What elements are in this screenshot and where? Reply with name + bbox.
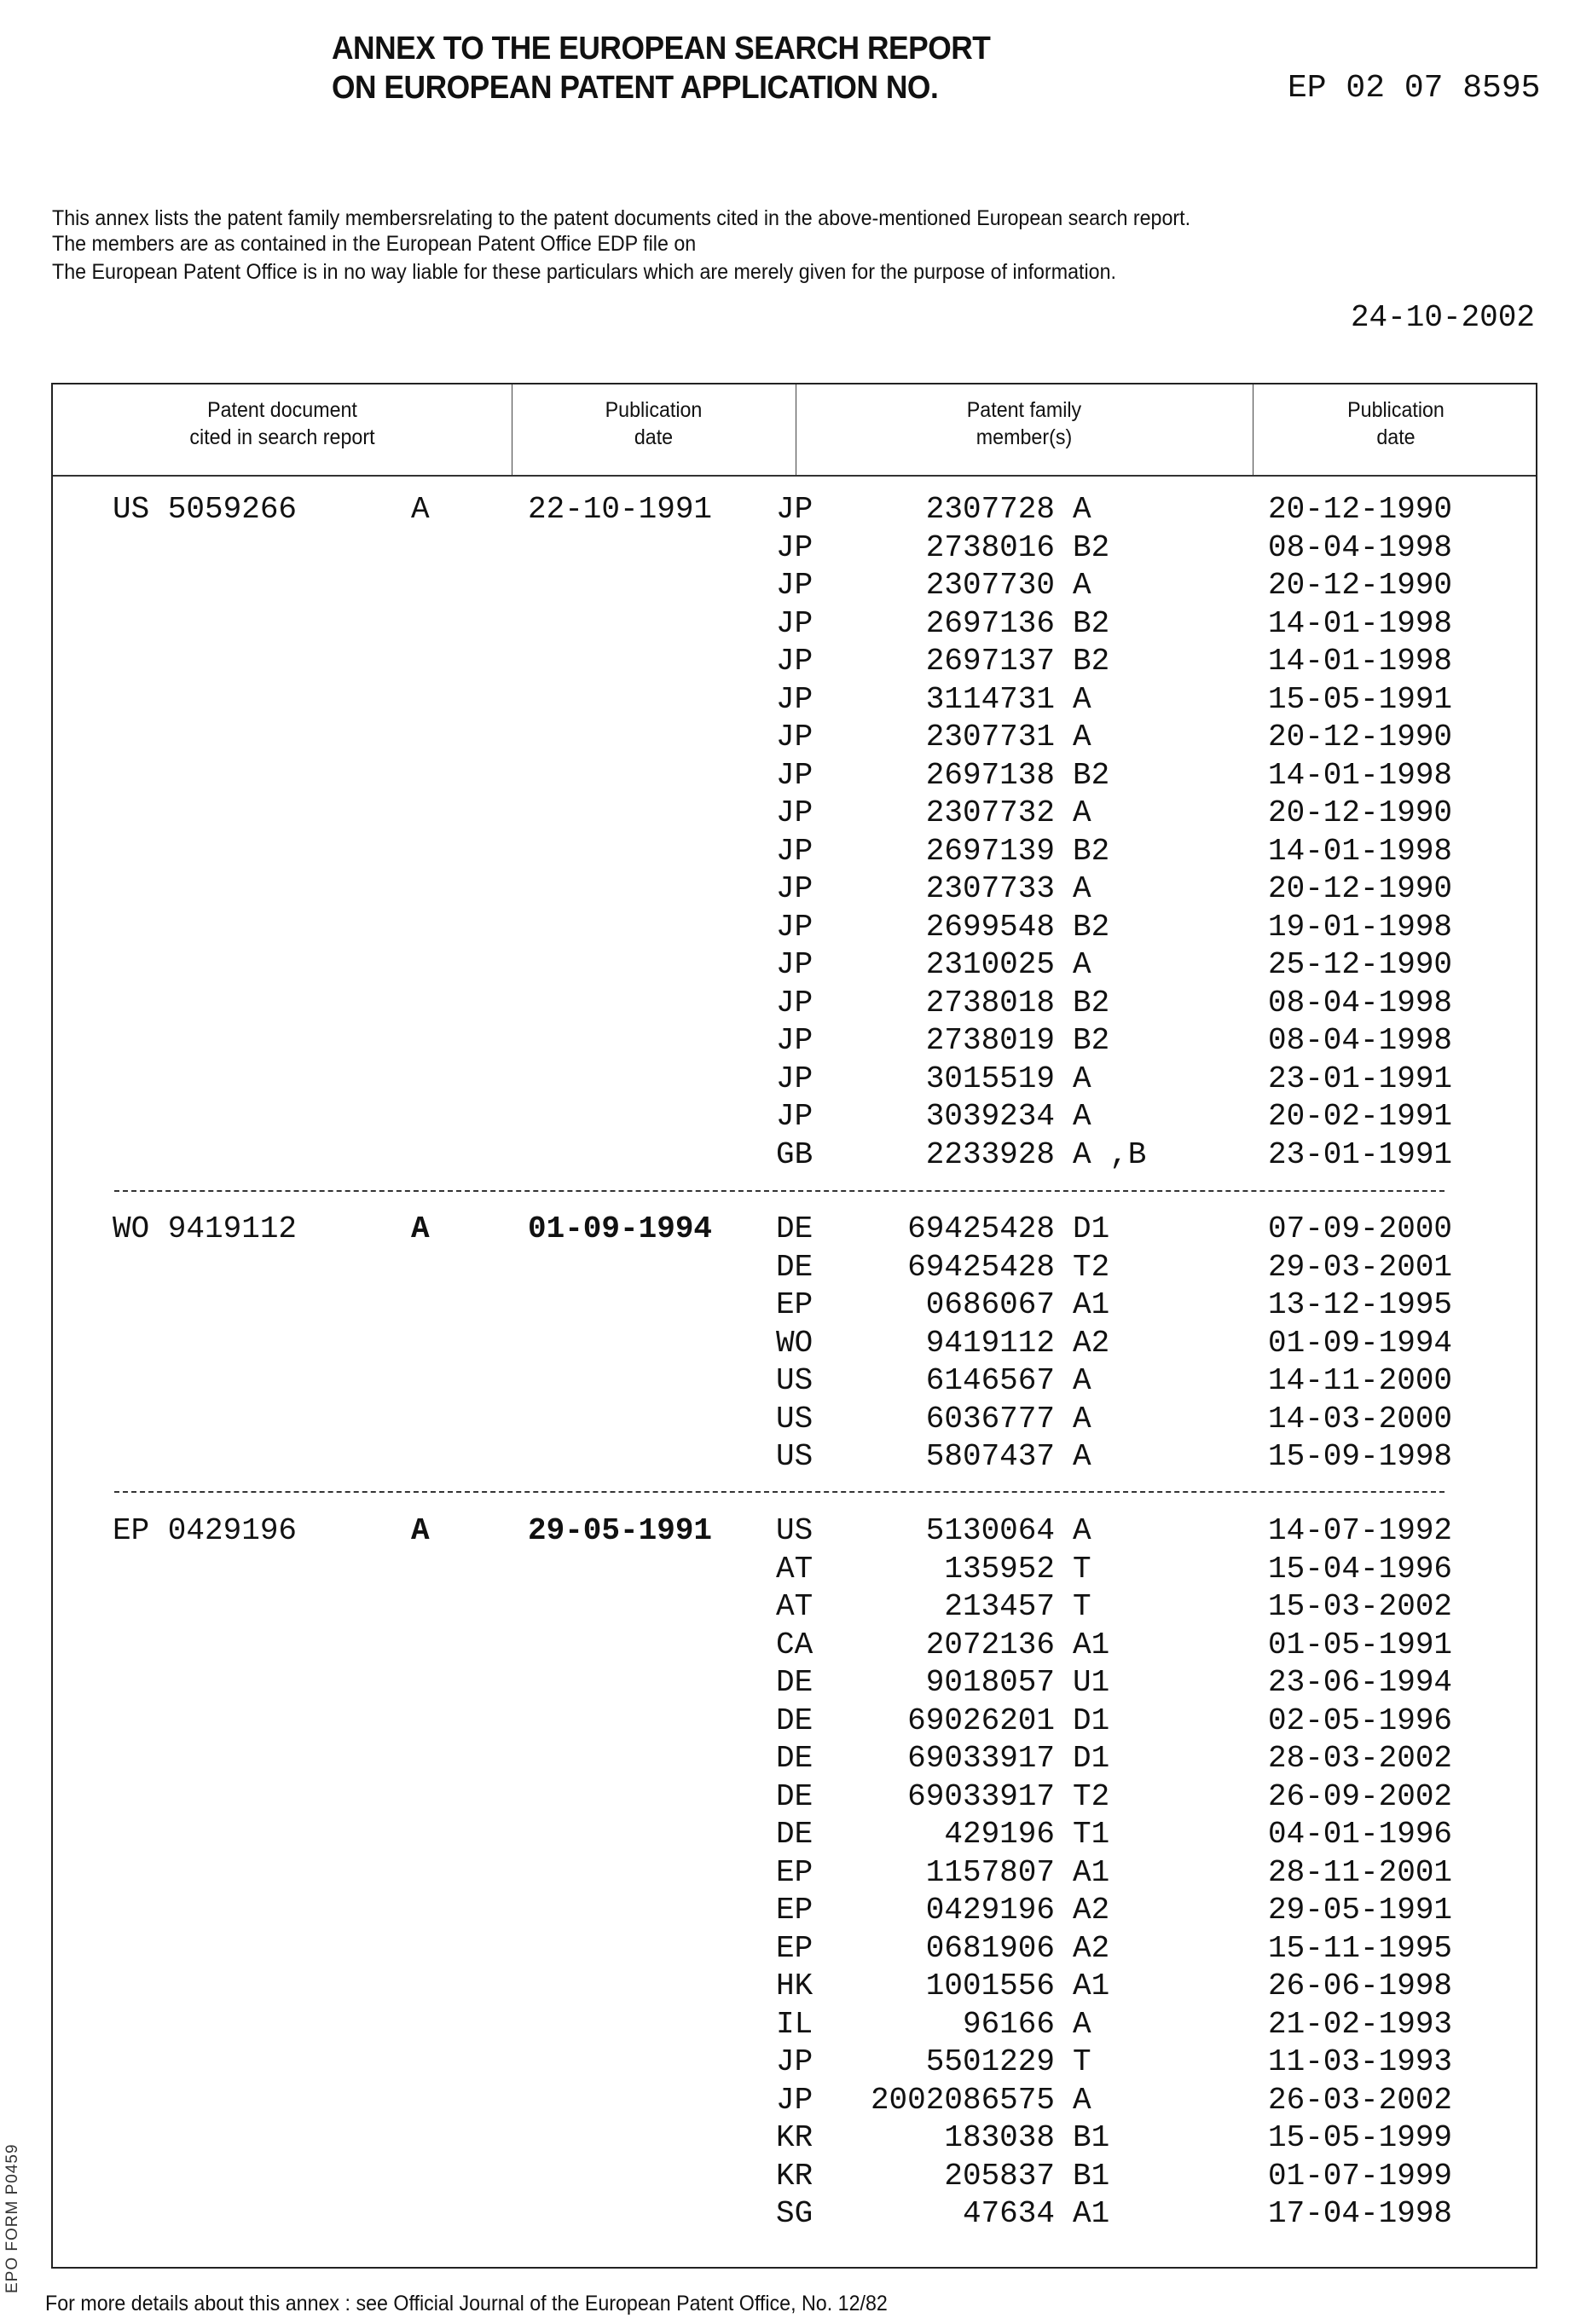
member-country: IL (776, 2006, 813, 2044)
patent-family-table (51, 383, 1537, 2269)
header-label: Publication date (1347, 398, 1445, 449)
header-member-publication-date (1263, 396, 1529, 451)
member-kind: T2 (1073, 1249, 1109, 1286)
member-number: 9018057 (765, 1664, 1055, 1702)
member-kind: A (1073, 2006, 1091, 2044)
member-publication-date: 01-09-1994 (1268, 1325, 1452, 1362)
member-publication-date: 21-02-1993 (1268, 2006, 1452, 2044)
member-publication-date: 20-12-1990 (1268, 719, 1452, 756)
member-kind: A (1073, 795, 1091, 832)
member-country: JP (776, 605, 813, 643)
member-country: JP (776, 643, 813, 680)
member-kind: B2 (1073, 529, 1109, 567)
member-number: 96166 (765, 2006, 1055, 2044)
member-country: JP (776, 946, 813, 984)
member-publication-date: 14-07-1992 (1268, 1512, 1452, 1550)
member-country: KR (776, 2158, 813, 2195)
member-number: 2697138 (765, 757, 1055, 795)
title-line-1: ANNEX TO THE EUROPEAN SEARCH REPORT (332, 31, 990, 67)
member-number: 2307731 (765, 719, 1055, 756)
intro-line-1: This annex lists the patent family membersrelating to the patent documents cited in the above-mentioned European search report. (52, 206, 1190, 231)
member-publication-date: 28-03-2002 (1268, 1740, 1452, 1778)
member-publication-date: 11-03-1993 (1268, 2044, 1452, 2081)
member-kind: B2 (1073, 757, 1109, 795)
member-kind: D1 (1073, 1211, 1109, 1248)
member-number: 2699548 (765, 909, 1055, 946)
cited-publication-date: 22-10-1991 (528, 491, 712, 529)
member-number: 1157807 (765, 1854, 1055, 1892)
member-country: US (776, 1512, 813, 1550)
member-kind: A (1073, 946, 1091, 984)
member-country: JP (776, 2082, 813, 2119)
member-country: KR (776, 2119, 813, 2157)
member-publication-date: 29-05-1991 (1268, 1892, 1452, 1929)
member-publication-date: 15-09-1998 (1268, 1438, 1452, 1476)
member-kind: A (1073, 1512, 1091, 1550)
member-country: JP (776, 529, 813, 567)
member-country: JP (776, 870, 813, 908)
member-number: 5501229 (765, 2044, 1055, 2081)
member-kind: B2 (1073, 643, 1109, 680)
member-kind: T (1073, 1588, 1091, 1626)
member-country: JP (776, 985, 813, 1022)
member-publication-date: 15-05-1991 (1268, 681, 1452, 719)
member-number: 213457 (765, 1588, 1055, 1626)
member-kind: A (1073, 870, 1091, 908)
member-publication-date: 14-01-1998 (1268, 833, 1452, 870)
member-number: 2310025 (765, 946, 1055, 984)
member-kind: T1 (1073, 1816, 1109, 1853)
member-kind: A ,B (1073, 1136, 1146, 1174)
member-publication-date: 07-09-2000 (1268, 1211, 1452, 1248)
member-publication-date: 15-03-2002 (1268, 1588, 1452, 1626)
member-number: 2738016 (765, 529, 1055, 567)
member-country: SG (776, 2195, 813, 2233)
member-publication-date: 25-12-1990 (1268, 946, 1452, 984)
cited-document-kind: A (411, 491, 430, 529)
member-publication-date: 14-11-2000 (1268, 1362, 1452, 1400)
member-kind: A2 (1073, 1930, 1109, 1968)
member-number: 5807437 (765, 1438, 1055, 1476)
member-publication-date: 01-05-1991 (1268, 1627, 1452, 1664)
member-number: 3114731 (765, 681, 1055, 719)
member-country: DE (776, 1664, 813, 1702)
member-number: 2233928 (765, 1136, 1055, 1174)
header-label: Patent document cited in search report (189, 398, 374, 449)
member-kind: A1 (1073, 1286, 1109, 1324)
member-number: 2697139 (765, 833, 1055, 870)
member-publication-date: 08-04-1998 (1268, 985, 1452, 1022)
member-country: AT (776, 1551, 813, 1588)
member-number: 0681906 (765, 1930, 1055, 1968)
member-number: 429196 (765, 1816, 1055, 1853)
cited-document-kind: A (411, 1211, 430, 1248)
member-country: HK (776, 1968, 813, 2005)
member-country: JP (776, 795, 813, 832)
member-number: 2697136 (765, 605, 1055, 643)
member-publication-date: 26-06-1998 (1268, 1968, 1452, 2005)
member-kind: A1 (1073, 1627, 1109, 1664)
header-divider (53, 475, 1536, 477)
header-publication-date (522, 396, 786, 451)
member-kind: A1 (1073, 1968, 1109, 2005)
member-kind: U1 (1073, 1664, 1109, 1702)
member-number: 69425428 (765, 1211, 1055, 1248)
member-publication-date: 20-02-1991 (1268, 1098, 1452, 1136)
member-country: US (776, 1362, 813, 1400)
member-kind: A1 (1073, 2195, 1109, 2233)
member-kind: B2 (1073, 1022, 1109, 1060)
member-number: 2307728 (765, 491, 1055, 529)
header-label: Patent family member(s) (967, 398, 1081, 449)
application-number: EP 02 07 8595 (1288, 70, 1540, 107)
form-label: EPO FORM P0459 (3, 2143, 22, 2293)
member-number: 3039234 (765, 1098, 1055, 1136)
member-country: EP (776, 1930, 813, 1968)
member-number: 5130064 (765, 1512, 1055, 1550)
member-kind: D1 (1073, 1703, 1109, 1740)
member-publication-date: 01-07-1999 (1268, 2158, 1452, 2195)
member-number: 135952 (765, 1551, 1055, 1588)
section-divider (114, 1190, 1445, 1192)
member-kind: A (1073, 719, 1091, 756)
member-kind: T (1073, 2044, 1091, 2081)
member-country: WO (776, 1325, 813, 1362)
member-number: 183038 (765, 2119, 1055, 2157)
member-country: EP (776, 1286, 813, 1324)
member-country: EP (776, 1854, 813, 1892)
member-number: 69026201 (765, 1703, 1055, 1740)
member-country: JP (776, 2044, 813, 2081)
member-kind: A (1073, 1438, 1091, 1476)
header-cited-document (69, 396, 495, 451)
member-country: US (776, 1401, 813, 1438)
member-number: 6146567 (765, 1362, 1055, 1400)
member-number: 2307733 (765, 870, 1055, 908)
member-publication-date: 20-12-1990 (1268, 567, 1452, 604)
member-publication-date: 26-03-2002 (1268, 2082, 1452, 2119)
member-number: 2307730 (765, 567, 1055, 604)
member-publication-date: 15-11-1995 (1268, 1930, 1452, 1968)
member-kind: A (1073, 1061, 1091, 1098)
member-country: AT (776, 1588, 813, 1626)
member-publication-date: 08-04-1998 (1268, 529, 1452, 567)
header-label: Publication date (605, 398, 703, 449)
member-number: 2072136 (765, 1627, 1055, 1664)
member-kind: A (1073, 567, 1091, 604)
member-kind: T (1073, 1551, 1091, 1588)
member-country: DE (776, 1211, 813, 1248)
member-kind: A (1073, 2082, 1091, 2119)
member-kind: A (1073, 1362, 1091, 1400)
member-publication-date: 23-06-1994 (1268, 1664, 1452, 1702)
member-publication-date: 14-01-1998 (1268, 643, 1452, 680)
header-family-members (812, 396, 1236, 451)
member-publication-date: 15-04-1996 (1268, 1551, 1452, 1588)
member-country: JP (776, 719, 813, 756)
member-country: DE (776, 1703, 813, 1740)
member-kind: A2 (1073, 1325, 1109, 1362)
member-kind: A (1073, 1098, 1091, 1136)
member-publication-date: 14-01-1998 (1268, 605, 1452, 643)
member-number: 47634 (765, 2195, 1055, 2233)
cited-publication-date: 29-05-1991 (528, 1512, 712, 1550)
member-publication-date: 02-05-1996 (1268, 1703, 1452, 1740)
member-kind: A (1073, 491, 1091, 529)
member-number: 2697137 (765, 643, 1055, 680)
member-number: 0429196 (765, 1892, 1055, 1929)
intro-line-2: The members are as contained in the European Patent Office EDP file on (52, 232, 696, 257)
member-country: JP (776, 1022, 813, 1060)
member-publication-date: 04-01-1996 (1268, 1816, 1452, 1853)
member-publication-date: 20-12-1990 (1268, 795, 1452, 832)
section-divider (114, 1491, 1445, 1493)
member-kind: T2 (1073, 1778, 1109, 1816)
member-publication-date: 17-04-1998 (1268, 2195, 1452, 2233)
member-kind: B2 (1073, 605, 1109, 643)
member-number: 2738019 (765, 1022, 1055, 1060)
member-kind: B1 (1073, 2158, 1109, 2195)
member-publication-date: 29-03-2001 (1268, 1249, 1452, 1286)
member-country: DE (776, 1778, 813, 1816)
member-number: 69033917 (765, 1778, 1055, 1816)
member-country: EP (776, 1892, 813, 1929)
member-country: JP (776, 681, 813, 719)
member-publication-date: 26-09-2002 (1268, 1778, 1452, 1816)
member-kind: A2 (1073, 1892, 1109, 1929)
member-country: DE (776, 1740, 813, 1778)
member-country: JP (776, 567, 813, 604)
member-number: 2002086575 (765, 2082, 1055, 2119)
member-kind: A (1073, 1401, 1091, 1438)
footer-note: For more details about this annex : see Official Journal of the European Patent Office, No. 12/82 (45, 2292, 888, 2316)
member-number: 69033917 (765, 1740, 1055, 1778)
member-country: JP (776, 757, 813, 795)
member-kind: A1 (1073, 1854, 1109, 1892)
member-publication-date: 08-04-1998 (1268, 1022, 1452, 1060)
member-kind: B2 (1073, 985, 1109, 1022)
intro-line-3: The European Patent Office is in no way liable for these particulars which are merely given for the purpose of information. (52, 260, 1116, 285)
member-kind: D1 (1073, 1740, 1109, 1778)
member-number: 2738018 (765, 985, 1055, 1022)
report-date: 24-10-2002 (1351, 300, 1535, 335)
member-kind: B2 (1073, 833, 1109, 870)
cited-document: EP 0429196 (113, 1512, 297, 1550)
member-publication-date: 15-05-1999 (1268, 2119, 1452, 2157)
member-number: 205837 (765, 2158, 1055, 2195)
member-kind: B1 (1073, 2119, 1109, 2157)
member-country: JP (776, 1098, 813, 1136)
member-country: CA (776, 1627, 813, 1664)
title-line-2: ON EUROPEAN PATENT APPLICATION NO. (332, 70, 938, 107)
member-number: 1001556 (765, 1968, 1055, 2005)
cited-document: US 5059266 (113, 491, 297, 529)
member-country: JP (776, 833, 813, 870)
member-country: US (776, 1438, 813, 1476)
member-publication-date: 13-12-1995 (1268, 1286, 1452, 1324)
member-number: 3015519 (765, 1061, 1055, 1098)
member-country: DE (776, 1249, 813, 1286)
cited-publication-date: 01-09-1994 (528, 1211, 712, 1248)
member-kind: B2 (1073, 909, 1109, 946)
member-kind: A (1073, 681, 1091, 719)
member-publication-date: 23-01-1991 (1268, 1136, 1452, 1174)
cited-document: WO 9419112 (113, 1211, 297, 1248)
member-country: GB (776, 1136, 813, 1174)
member-number: 9419112 (765, 1325, 1055, 1362)
member-number: 0686067 (765, 1286, 1055, 1324)
member-country: JP (776, 1061, 813, 1098)
member-publication-date: 14-01-1998 (1268, 757, 1452, 795)
member-number: 6036777 (765, 1401, 1055, 1438)
member-publication-date: 23-01-1991 (1268, 1061, 1452, 1098)
member-country: DE (776, 1816, 813, 1853)
member-country: JP (776, 491, 813, 529)
member-publication-date: 20-12-1990 (1268, 491, 1452, 529)
member-publication-date: 14-03-2000 (1268, 1401, 1452, 1438)
member-number: 69425428 (765, 1249, 1055, 1286)
member-number: 2307732 (765, 795, 1055, 832)
cited-document-kind: A (411, 1512, 430, 1550)
member-publication-date: 19-01-1998 (1268, 909, 1452, 946)
member-publication-date: 20-12-1990 (1268, 870, 1452, 908)
member-country: JP (776, 909, 813, 946)
member-publication-date: 28-11-2001 (1268, 1854, 1452, 1892)
